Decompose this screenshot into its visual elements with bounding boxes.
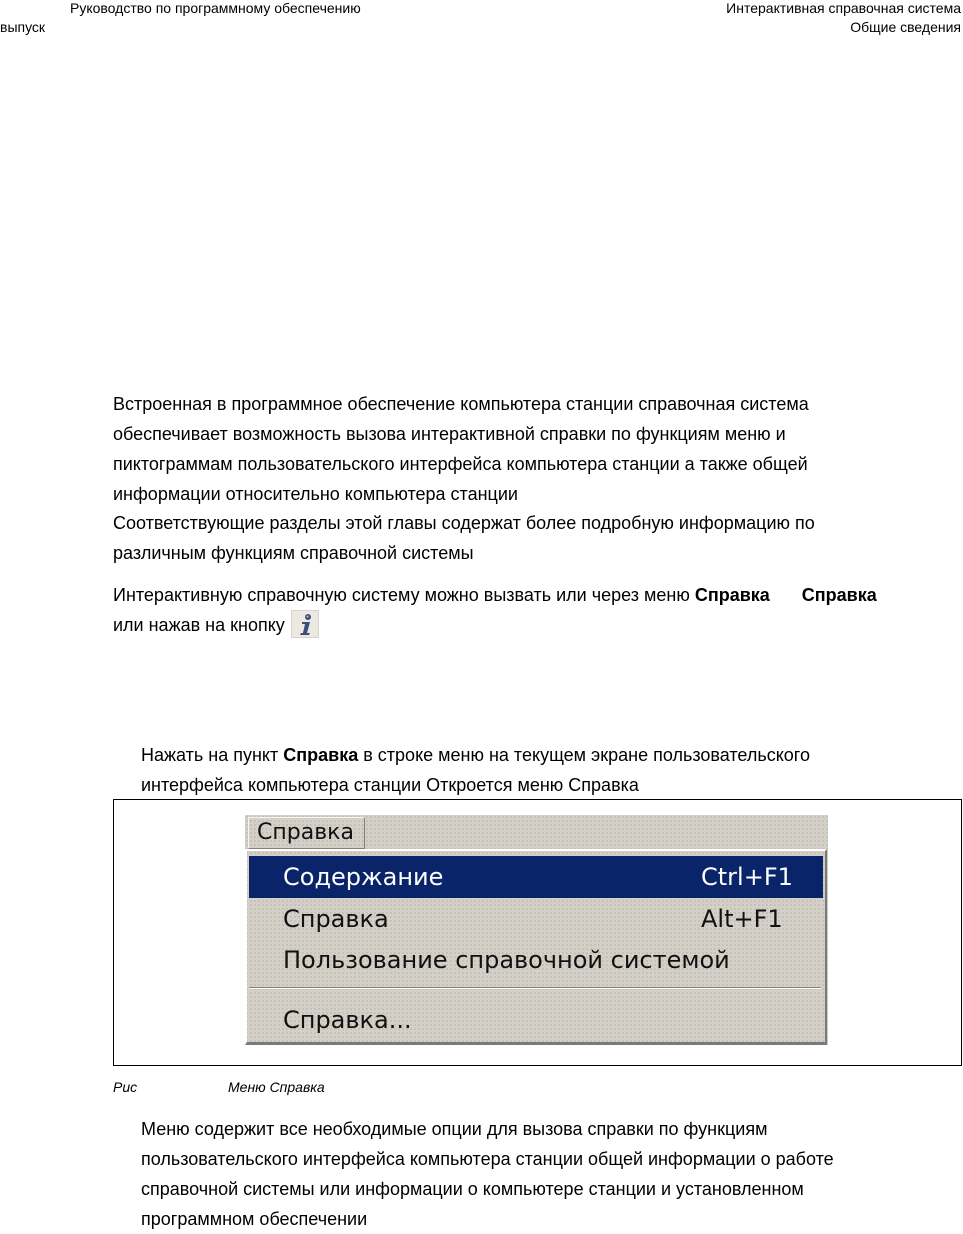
header-release: выпуск <box>0 19 46 35</box>
info-button <box>291 610 319 638</box>
step-text-pre: Нажать на пункт <box>141 745 284 765</box>
invoke-text-2: или нажав на кнопку <box>113 615 285 635</box>
header-chapter-title: Интерактивная справочная система <box>726 0 961 16</box>
figure-caption-label: Рис <box>113 1079 138 1095</box>
menu-item-shortcut: Alt+F1 <box>701 905 783 933</box>
menu-item-label: Пользование справочной системой <box>283 946 730 974</box>
sections-paragraph <box>113 508 815 568</box>
header-doc-title: Руководство по программному обеспечению <box>70 0 361 16</box>
step-bold: Справка <box>283 745 359 765</box>
help-menu-popup <box>245 849 827 1045</box>
menu-bar-help[interactable]: Справка <box>248 817 365 849</box>
menu-item-contents[interactable] <box>249 856 823 898</box>
sections-line: Соответствующие разделы этой главы содержат более подробную информацию по <box>113 513 815 533</box>
menu-item-label: Справка <box>283 905 389 933</box>
header-section-title: Общие сведения <box>850 19 961 35</box>
intro-line: Встроенная в программное обеспечение компьютера станции справочная система <box>113 394 809 414</box>
outro-line: пользовательского интерфейса компьютера станции общей информации о работе <box>141 1149 834 1169</box>
outro-line: программном обеспечении <box>141 1209 368 1229</box>
step-line-1 <box>141 740 810 770</box>
menu-item-label: Справка... <box>283 1006 412 1034</box>
info-icon <box>295 613 317 637</box>
help-menu-screenshot <box>245 815 828 1045</box>
intro-line: пиктограммам пользовательского интерфейса компьютера станции а также общей <box>113 454 808 474</box>
outro-line: Меню содержит все необходимые опции для вызова справки по функциям <box>141 1119 768 1139</box>
menu-item-using-help[interactable] <box>249 939 823 981</box>
invoke-paragraph <box>113 580 877 640</box>
intro-line: обеспечивает возможность вызова интерактивной справки по функциям меню и <box>113 424 786 444</box>
menu-item-help[interactable] <box>249 898 823 940</box>
step-text-post: в строке меню на текущем экране пользовательского <box>358 745 810 765</box>
menu-separator <box>249 987 821 989</box>
sections-line: различным функциям справочной системы <box>113 543 474 563</box>
invoke-line-1 <box>113 580 877 610</box>
menu-name-bold: Справка <box>694 585 770 605</box>
menu-item-about[interactable] <box>249 999 823 1041</box>
invoke-line-2 <box>113 610 877 640</box>
invoke-text: Интерактивную справочную систему можно вызвать или через меню <box>113 585 695 605</box>
figure-caption-title: Меню Справка <box>228 1079 325 1095</box>
outro-line: справочной системы или информации о компьютере станции и установленном <box>141 1179 804 1199</box>
intro-paragraph <box>113 389 809 509</box>
menu-item-bold: Справка <box>801 585 877 605</box>
menu-item-shortcut: Ctrl+F1 <box>701 863 793 891</box>
step-line-2: интерфейса компьютера станции Откроется меню Справка <box>141 775 639 795</box>
step-paragraph <box>141 740 810 800</box>
outro-paragraph <box>141 1114 834 1234</box>
intro-line: информации относительно компьютера станции <box>113 484 518 504</box>
menu-item-label: Содержание <box>283 863 444 891</box>
